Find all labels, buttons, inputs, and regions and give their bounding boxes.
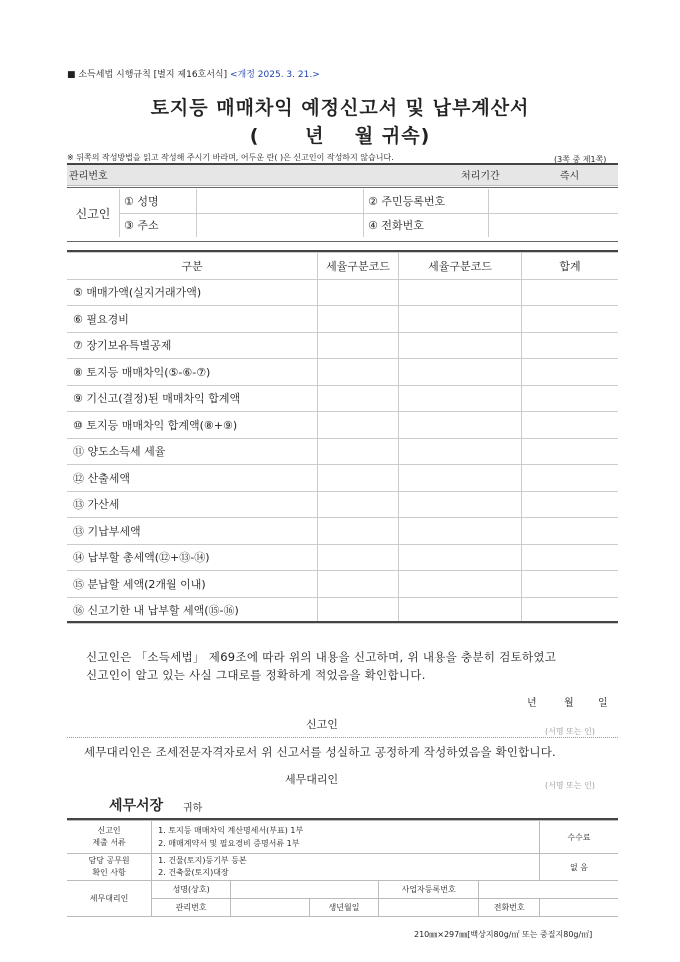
total-cell[interactable] — [522, 491, 619, 518]
period-value: 즉시 — [521, 165, 618, 185]
row-label: ⑤ 매매가액(실지거래가액) — [67, 279, 318, 306]
rrn-label: ② 주민등록번호 — [364, 189, 489, 213]
recipient-office: 세무서장 — [109, 798, 164, 814]
official-item-1: 1. 건물(토지)등기부 등본 — [158, 856, 247, 865]
address-label: ③ 주소 — [120, 213, 197, 237]
rate-code-2-cell[interactable] — [399, 571, 522, 598]
phone-field[interactable] — [489, 213, 619, 237]
rate-code-2-cell[interactable] — [399, 306, 522, 333]
row-label: ⑬ 가산세 — [67, 491, 318, 518]
date-year: 년 — [527, 698, 537, 709]
filer-table — [67, 189, 618, 237]
agent-sign-label: 세무대리인 — [285, 773, 339, 786]
address-field[interactable] — [197, 213, 364, 237]
row-label: ⑪ 양도소득세 세율 — [67, 438, 318, 465]
form-reference — [67, 67, 320, 80]
total-cell[interactable] — [522, 332, 619, 359]
notice-text: ※ 뒤쪽의 작성방법을 읽고 작성해 주시기 바라며, 어두운 란( )은 신고인이 작성하지 않습니다. — [67, 153, 394, 162]
rate-code-2-cell[interactable] — [399, 332, 522, 359]
agent-birth-label: 생년월일 — [310, 899, 379, 917]
rate-code-2-cell[interactable] — [399, 491, 522, 518]
table-row — [67, 438, 618, 465]
form-ref-text: ■ 소득세법 시행규칙 [별지 제16호서식] — [67, 70, 228, 80]
period-label: 처리기간 — [459, 165, 521, 185]
total-cell[interactable] — [522, 438, 619, 465]
admin-table — [67, 165, 618, 186]
row-label: ⑩ 토지등 매매차익 합계액(⑧+⑨) — [67, 412, 318, 439]
rate-code-1-cell[interactable] — [318, 332, 399, 359]
paper-spec: 210㎜×297㎜[백상지80g/㎡ 또는 중질지80g/㎡] — [414, 930, 593, 939]
table-row — [67, 412, 618, 439]
filer-docs-list — [152, 821, 540, 854]
rate-code-1-cell[interactable] — [318, 279, 399, 306]
filer-signature[interactable]: (서명 또는 인) — [545, 727, 595, 736]
mgmt-no-label: 관리번호 — [67, 165, 199, 185]
filer-docs-label-1: 신고인 — [97, 826, 121, 835]
name-label: ① 성명 — [120, 189, 197, 213]
total-cell[interactable] — [522, 279, 619, 306]
attachment-table — [67, 820, 618, 917]
official-label-2: 확인 사항 — [92, 868, 126, 877]
agent-phone-field[interactable] — [539, 899, 618, 917]
table-row — [67, 491, 618, 518]
date-day: 일 — [598, 698, 608, 709]
rate-code-2-cell[interactable] — [399, 597, 522, 624]
table-row — [67, 385, 618, 412]
total-cell[interactable] — [522, 306, 619, 333]
rate-code-1-cell[interactable] — [318, 491, 399, 518]
agent-name-label: 성명(상호) — [152, 881, 231, 899]
filer-bottom-border — [67, 241, 618, 242]
table-row — [67, 359, 618, 386]
table-row — [67, 465, 618, 492]
agent-bizno-label: 사업자등록번호 — [378, 881, 479, 899]
header-rate-code-1: 세율구분코드 — [318, 253, 399, 280]
row-label: ⑭ 납부할 총세액(⑫+⑬-⑭) — [67, 544, 318, 571]
row-label: ⑥ 필요경비 — [67, 306, 318, 333]
table-row — [67, 332, 618, 359]
agent-phone-label: 전화번호 — [479, 899, 540, 917]
rate-code-2-cell[interactable] — [399, 518, 522, 545]
official-label — [67, 854, 152, 881]
filer-doc-2: 2. 매매계약서 및 필요경비 증명서류 1부 — [158, 839, 300, 848]
form-title: 토지등 매매차익 예정신고서 및 납부계산서 — [150, 97, 530, 119]
total-cell[interactable] — [522, 544, 619, 571]
agent-mgmt-field[interactable] — [231, 899, 310, 917]
agent-info-label: 세무대리인 — [67, 881, 152, 917]
table-row — [67, 571, 618, 598]
rate-code-1-cell[interactable] — [318, 306, 399, 333]
agent-name-field[interactable] — [231, 881, 379, 899]
fee-label: 수수료 — [539, 821, 618, 854]
fee-value: 없 음 — [539, 854, 618, 881]
rate-code-1-cell[interactable] — [318, 385, 399, 412]
rate-code-1-cell[interactable] — [318, 465, 399, 492]
row-label: ⑫ 산출세액 — [67, 465, 318, 492]
header-total: 합계 — [522, 253, 619, 280]
rate-code-1-cell[interactable] — [318, 597, 399, 624]
table-row — [67, 544, 618, 571]
header-category: 구분 — [67, 253, 318, 280]
filer-docs-label-2: 제출 서류 — [92, 838, 126, 847]
total-cell[interactable] — [522, 571, 619, 598]
total-cell[interactable] — [522, 597, 619, 624]
rate-code-1-cell[interactable] — [318, 544, 399, 571]
rate-code-1-cell[interactable] — [318, 571, 399, 598]
date-month: 월 — [564, 698, 574, 709]
page-info: (3쪽 중 제1쪽) — [554, 155, 607, 164]
rate-code-1-cell[interactable] — [318, 359, 399, 386]
official-item-2: 2. 건축물(토지)대장 — [158, 868, 229, 877]
rate-code-2-cell[interactable] — [399, 438, 522, 465]
total-cell[interactable] — [522, 385, 619, 412]
rate-code-2-cell[interactable] — [399, 359, 522, 386]
table-row — [67, 306, 618, 333]
filer-section-label: 신고인 — [67, 189, 120, 237]
rate-code-2-cell[interactable] — [399, 465, 522, 492]
filer-docs-label — [67, 821, 152, 854]
rrn-field[interactable] — [489, 189, 619, 213]
row-label: ⑨ 기신고(결정)된 매매차익 합계액 — [67, 385, 318, 412]
name-field[interactable] — [197, 189, 364, 213]
filer-doc-1: 1. 토지등 매매차익 계산명세서(부표) 1부 — [158, 826, 304, 835]
total-cell[interactable] — [522, 359, 619, 386]
agent-birth-field[interactable] — [378, 899, 479, 917]
main-bottom-border — [67, 621, 618, 623]
row-label: ⑬ 기납부세액 — [67, 518, 318, 545]
rate-code-2-cell[interactable] — [399, 412, 522, 439]
total-cell[interactable] — [522, 465, 619, 492]
rate-code-1-cell[interactable] — [318, 438, 399, 465]
row-label: ⑦ 장기보유특별공제 — [67, 332, 318, 359]
filer-top-border — [67, 187, 618, 188]
official-label-1: 담당 공무원 — [88, 856, 130, 865]
mgmt-no-value — [199, 165, 459, 185]
calculation-table — [67, 252, 618, 624]
recipient-suffix: 귀하 — [183, 803, 203, 814]
official-items — [152, 854, 540, 881]
total-cell[interactable] — [522, 518, 619, 545]
agent-signature[interactable]: (서명 또는 인) — [545, 781, 595, 790]
total-cell[interactable] — [522, 412, 619, 439]
declaration-line-1: 신고인은 「소득세법」 제69조에 따라 위의 내용을 신고하며, 위 내용을 충분히 검토하였고 — [86, 650, 557, 664]
table-row — [67, 597, 618, 624]
row-label: ⑧ 토지등 매매차익(⑤-⑥-⑦) — [67, 359, 318, 386]
row-label: ⑮ 분납할 세액(2개월 이내) — [67, 571, 318, 598]
agent-mgmt-label: 관리번호 — [152, 899, 231, 917]
table-row — [67, 518, 618, 545]
agent-bizno-field[interactable] — [479, 881, 618, 899]
declaration-line-2: 신고인이 알고 있는 사실 그대로를 정확하게 적었음을 확인합니다. — [86, 668, 426, 682]
phone-label: ④ 전화번호 — [364, 213, 489, 237]
rate-code-1-cell[interactable] — [318, 518, 399, 545]
filer-sign-label: 신고인 — [306, 718, 338, 731]
table-row — [67, 279, 618, 306]
rate-code-2-cell[interactable] — [399, 544, 522, 571]
agent-declaration: 세무대리인은 조세전문자격자로서 위 신고서를 성실하고 공정하게 작성하였음을 확인합니다. — [84, 745, 556, 759]
declaration-divider — [67, 737, 618, 738]
row-label: ⑯ 신고기한 내 납부할 세액(⑮-⑯) — [67, 597, 318, 624]
rate-code-2-cell[interactable] — [399, 279, 522, 306]
form-period: ( 년 월 귀속) — [249, 125, 431, 147]
rate-code-2-cell[interactable] — [399, 385, 522, 412]
revision-text: <개정 2025. 3. 21.> — [230, 70, 320, 80]
header-rate-code-2: 세율구분코드 — [399, 253, 522, 280]
rate-code-1-cell[interactable] — [318, 412, 399, 439]
